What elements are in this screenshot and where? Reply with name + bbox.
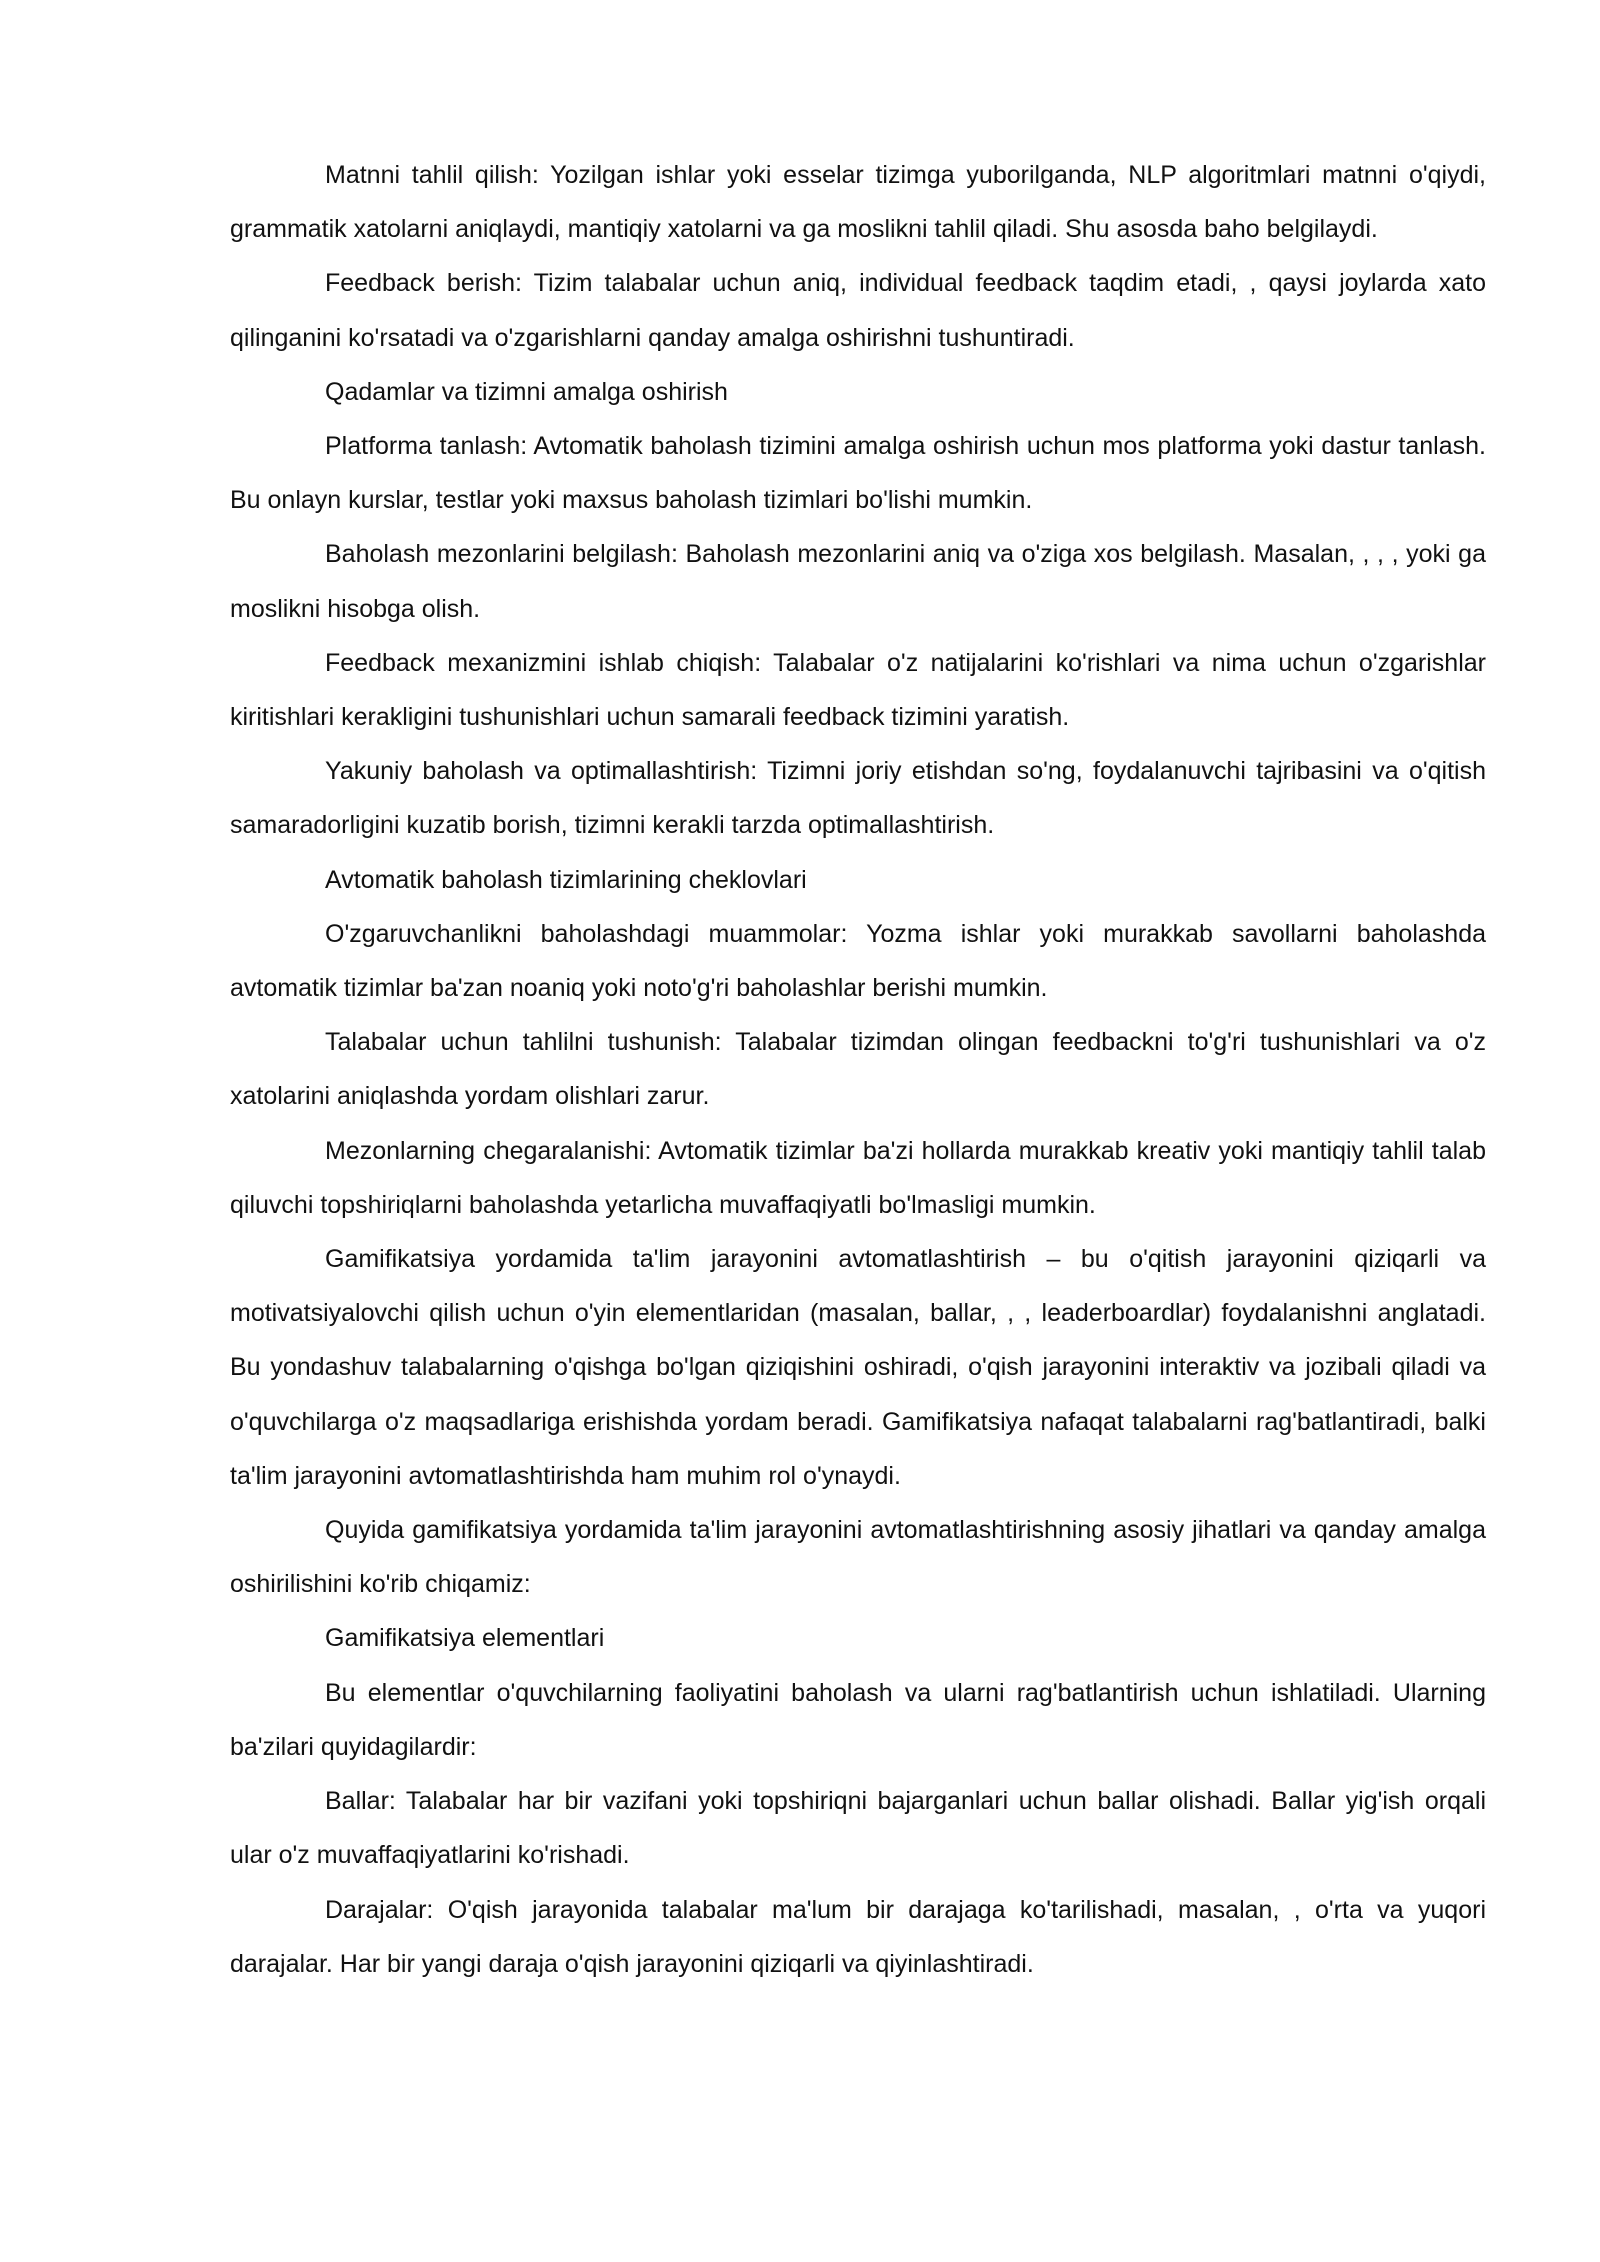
paragraph-matnni-tahlil: Matnni tahlil qilish: Yozilgan ishlar yoki esselar tizimga yuborilganda, NLP algoritmlari matnni o'qiydi, grammatik xatolarni aniqlaydi, mantiqiy xatolarni va ga moslikni tahlil qiladi. Shu asosda baho belgilaydi.	[230, 161, 1486, 244]
document-page	[230, 148, 1486, 1991]
section-heading-cheklovlar: Avtomatik baholash tizimlarining cheklovlari	[325, 865, 807, 894]
paragraph-tahlilni-tushunish: Talabalar uchun tahlilni tushunish: Talabalar tizimdan olingan feedbackni to'g'ri tushunishlari va o'z xatolarini aniqlashda yordam olishlari zarur.	[230, 1028, 1486, 1111]
paragraph-quyida: Quyida gamifikatsiya yordamida ta'lim jarayonini avtomatlashtirishning asosiy jihatlari va qanday amalga oshirilishini ko'rib chiqamiz:	[230, 1516, 1486, 1599]
paragraph-feedback-berish: Feedback berish: Tizim talabalar uchun aniq, individual feedback taqdim etadi, , qaysi joylarda xato qilinganini ko'rsatadi va o'zgarishlarni qanday amalga oshirishni tushuntiradi.	[230, 269, 1486, 352]
paragraph-gamifikatsiya-intro: Gamifikatsiya yordamida ta'lim jarayonini avtomatlashtirish – bu o'qitish jarayonini qiziqarli va motivatsiyalovchi qilish uchun o'yin elementlaridan (masalan, ballar, , , leaderboardlar) foydalanishni anglatadi. Bu yondashuv talabalarning o'qishga bo'lgan qiziqishini oshiradi, o'qish jarayonini interaktiv va jozibali qiladi va o'quvchilarga o'z maqsadlariga erishishda yordam beradi. Gamifikatsiya nafaqat talabalarni rag'batlantiradi, balki ta'lim jarayonini avtomatlashtirishda ham muhim rol o'ynaydi.	[230, 1245, 1486, 1490]
paragraph-feedback-mexanizmi: Feedback mexanizmini ishlab chiqish: Talabalar o'z natijalarini ko'rishlari va nima uchun o'zgarishlar kiritishlari kerakligini tushunishlari uchun samarali feedback tizimini yaratish.	[230, 648, 1486, 732]
paragraph-darajalar: Darajalar: O'qish jarayonida talabalar ma'lum bir darajaga ko'tarilishadi, masalan, , o'rta va yuqori darajalar. Har bir yangi daraja o'qish jarayonini qiziqarli va qiyinlashtiradi.	[230, 1895, 1486, 1978]
paragraph-platforma-tanlash: Platforma tanlash: Avtomatik baholash tizimini amalga oshirish uchun mos platforma yoki dastur tanlash. Bu onlayn kurslar, testlar yoki maxsus baholash tizimlari bo'lishi mumkin.	[230, 432, 1486, 515]
paragraph-yakuniy-baholash: Yakuniy baholash va optimallashtirish: Tizimni joriy etishdan so'ng, foydalanuvchi tajribasini va o'qitish samaradorligini kuzatib borish, tizimni kerakli tarzda optimallashtirish.	[230, 757, 1486, 840]
section-heading-qadamlar: Qadamlar va tizimni amalga oshirish	[325, 377, 728, 406]
section-heading-gamifikatsiya-elementlari: Gamifikatsiya elementlari	[325, 1624, 605, 1653]
paragraph-ballar: Ballar: Talabalar har bir vazifani yoki topshiriqni bajarganlari uchun ballar olishadi. Ballar yig'ish orqali ular o'z muvaffaqiyatlarini ko'rishadi.	[230, 1787, 1486, 1870]
paragraph-ozgaruvchanlik: O'zgaruvchanlikni baholashdagi muammolar: Yozma ishlar yoki murakkab savollarni baholashda avtomatik tizimlar ba'zan noaniq yoki noto'g'ri baholashlar berishi mumkin.	[230, 919, 1486, 1003]
paragraph-baholash-mezonlari: Baholash mezonlarini belgilash: Baholash mezonlarini aniq va o'ziga xos belgilash. Masalan, , , , yoki ga moslikni hisobga olish.	[230, 540, 1486, 623]
paragraph-elementlar: Bu elementlar o'quvchilarning faoliyatini baholash va ularni rag'batlantirish uchun ishlatiladi. Ularning ba'zilari quyidagilardir:	[230, 1678, 1486, 1761]
paragraph-mezonlar-chegaralanishi: Mezonlarning chegaralanishi: Avtomatik tizimlar ba'zi hollarda murakkab kreativ yoki mantiqiy tahlil talab qiluvchi topshiriqlarni baholashda yetarlicha muvaffaqiyatli bo'lmasligi mumkin.	[230, 1136, 1486, 1219]
